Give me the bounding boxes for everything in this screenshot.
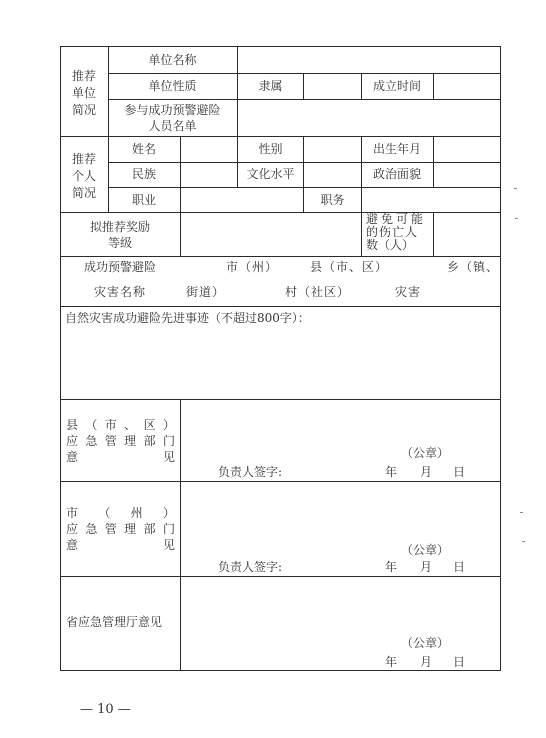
- disaster-label-line2: 灾害名称: [94, 285, 147, 299]
- province-date-month: 月: [420, 655, 433, 669]
- province-opinion-label: 省应急管理厅意见: [66, 615, 163, 629]
- disaster-type: 灾害: [395, 285, 422, 299]
- county-date-day: 日: [453, 465, 466, 479]
- scan-speck: [514, 188, 517, 189]
- award-level-field[interactable]: [181, 213, 361, 256]
- education-field[interactable]: [304, 163, 361, 187]
- affiliation-label: 隶属: [258, 79, 283, 93]
- city-opinion-label: 市 （ 州 ） 应 急 管 理 部 门 意 见: [66, 506, 175, 552]
- scan-speck: [520, 512, 523, 513]
- county-signature-label: 负责人签字:: [218, 465, 283, 479]
- political-field[interactable]: [434, 163, 500, 187]
- vline-award-2: [361, 212, 362, 257]
- county-date-year: 年: [385, 465, 398, 479]
- position-label: 职务: [320, 193, 345, 207]
- birth-label: 出生年月: [372, 142, 421, 156]
- unit-section-label: 推荐 单位 简况: [71, 69, 96, 117]
- disaster-village: 村（社区）: [285, 285, 351, 299]
- gender-field[interactable]: [304, 137, 361, 162]
- city-date-day: 日: [453, 560, 466, 574]
- occupation-label: 职业: [131, 193, 156, 207]
- city-seal: （公章）: [401, 543, 450, 557]
- affiliation-field[interactable]: [304, 74, 361, 99]
- occupation-field[interactable]: [181, 188, 303, 212]
- founded-label: 成立时间: [372, 79, 421, 93]
- page-number: — 10 —: [80, 702, 131, 717]
- city-date-month: 月: [420, 560, 433, 574]
- name-label: 姓名: [131, 142, 156, 156]
- province-seal: （公章）: [401, 636, 450, 650]
- province-date-year: 年: [385, 655, 398, 669]
- birth-field[interactable]: [434, 137, 500, 162]
- border-right: [500, 46, 501, 671]
- unit-name-field[interactable]: [238, 47, 500, 73]
- deeds-field[interactable]: [61, 328, 500, 398]
- ethnicity-field[interactable]: [181, 163, 237, 187]
- position-field[interactable]: [362, 188, 500, 212]
- scan-speck: [515, 218, 518, 219]
- education-label: 文化水平: [246, 167, 295, 181]
- county-opinion-label: 县 （ 市 、 区 ） 应 急 管 理 部 门 意 见: [66, 418, 175, 464]
- deeds-label: 自然灾害成功避险先进事迹（不超过800字）：: [65, 311, 310, 325]
- border-bottom: [60, 670, 501, 671]
- line-section-4: [60, 306, 501, 307]
- disaster-county: 县（市、区）: [310, 260, 389, 274]
- disaster-city: 市（州）: [226, 260, 279, 274]
- casualty-field[interactable]: [434, 213, 500, 256]
- disaster-label-line1: 成功预警避险: [84, 260, 157, 274]
- political-label: 政治面貌: [372, 167, 421, 181]
- founded-field[interactable]: [434, 74, 500, 99]
- ethnicity-label: 民族: [131, 167, 156, 181]
- line-section-3: [60, 256, 501, 257]
- person-section-label: 推荐 个人 简况: [71, 152, 96, 200]
- county-date-month: 月: [420, 465, 433, 479]
- unit-type-label: 单位性质: [148, 79, 197, 93]
- casualty-label: 避免可能 的伤亡人 数（人）: [366, 212, 427, 252]
- name-field[interactable]: [181, 137, 237, 162]
- county-seal: （公章）: [401, 446, 450, 460]
- city-date-year: 年: [385, 560, 398, 574]
- gender-label: 性别: [258, 142, 283, 156]
- scan-speck: [522, 541, 525, 542]
- province-date-day: 日: [453, 655, 466, 669]
- unit-name-label: 单位名称: [148, 53, 197, 67]
- participants-label: 参与成功预警避险 人员名单: [124, 103, 221, 133]
- participants-field[interactable]: [238, 100, 500, 136]
- city-signature-label: 负责人签字:: [218, 560, 283, 574]
- award-level-label: 拟推荐奖励 等级: [89, 220, 150, 250]
- disaster-township: 乡（镇、: [447, 260, 500, 274]
- disaster-street: 街道）: [186, 285, 226, 299]
